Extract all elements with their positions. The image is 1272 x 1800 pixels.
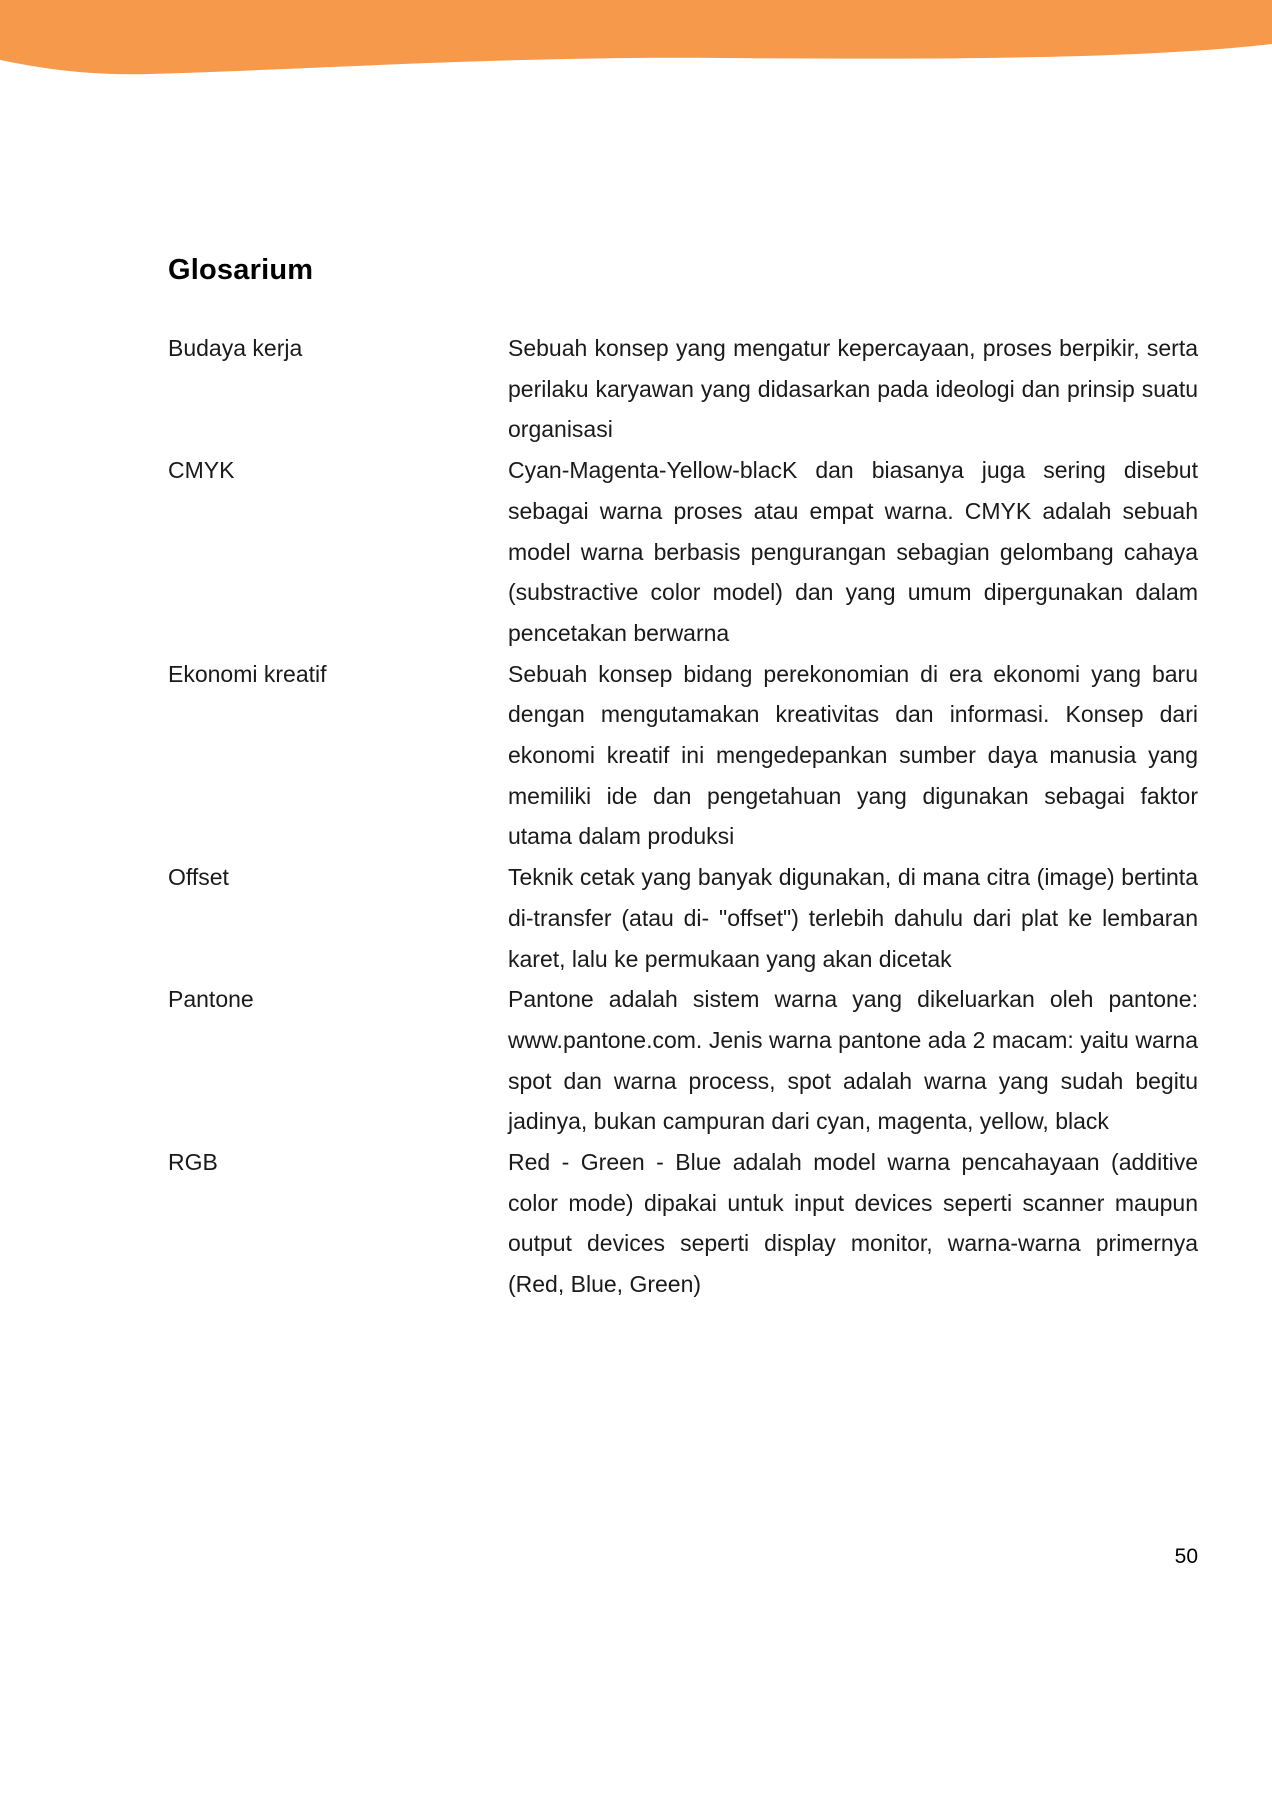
glossary-term: CMYK [168,457,235,484]
glossary-definition: Red - Green - Blue adalah model warna pencahayaan (additive color mode) dipakai untuk input devices seperti scanner maupun output devices seperti display monitor, warna-warna primernya (Red, Blue, Green) [508,1149,1198,1298]
top-wave-banner [0,0,1272,80]
page-title: Glosarium [168,254,314,286]
glossary-entry [168,857,1198,979]
glossary-entry [168,328,1198,450]
glossary-list [168,328,1198,1305]
glossary-definition: Sebuah konsep bidang perekonomian di era ekonomi yang baru dengan mengutamakan kreativitas dan informasi. Konsep dari ekonomi kreatif ini mengedepankan sumber daya manusia yang memiliki ide dan pengetahuan yang digunakan sebagai faktor utama dalam produksi [508,660,1198,850]
glossary-definition: Pantone adalah sistem warna yang dikeluarkan oleh pantone: www.pantone.com. Jenis warna pantone ada 2 macam: yaitu warna spot dan warna process, spot adalah warna yang sudah begitu jadinya, bukan campuran dari cyan, magenta, yellow, black [508,986,1198,1135]
glossary-term: Ekonomi kreatif [168,660,327,687]
glossary-term: Pantone [168,986,254,1013]
glossary-definition: Teknik cetak yang banyak digunakan, di mana citra (image) bertinta di-transfer (atau di- "offset") terlebih dahulu dari plat ke lembaran karet, lalu ke permukaan yang akan dicetak [508,864,1198,972]
glossary-definition: Sebuah konsep yang mengatur kepercayaan, proses berpikir, serta perilaku karyawan yang didasarkan pada ideologi dan prinsip suatu organisasi [508,335,1198,443]
glossary-definition: Cyan-Magenta-Yellow-blacK dan biasanya juga sering disebut sebagai warna proses atau empat warna. CMYK adalah sebuah model warna berbasis pengurangan sebagian gelombang cahaya (substractive color model) dan yang umum dipergunakan dalam pencetakan berwarna [508,457,1198,646]
glossary-entry [168,979,1198,1142]
glossary-entry [168,450,1198,654]
glossary-term: RGB [168,1149,218,1176]
glossary-entry [168,1142,1198,1305]
glossary-entry [168,654,1198,858]
glossary-term: Offset [168,864,229,891]
glossary-term: Budaya kerja [168,335,303,361]
page-number: 50 [1174,1545,1198,1568]
